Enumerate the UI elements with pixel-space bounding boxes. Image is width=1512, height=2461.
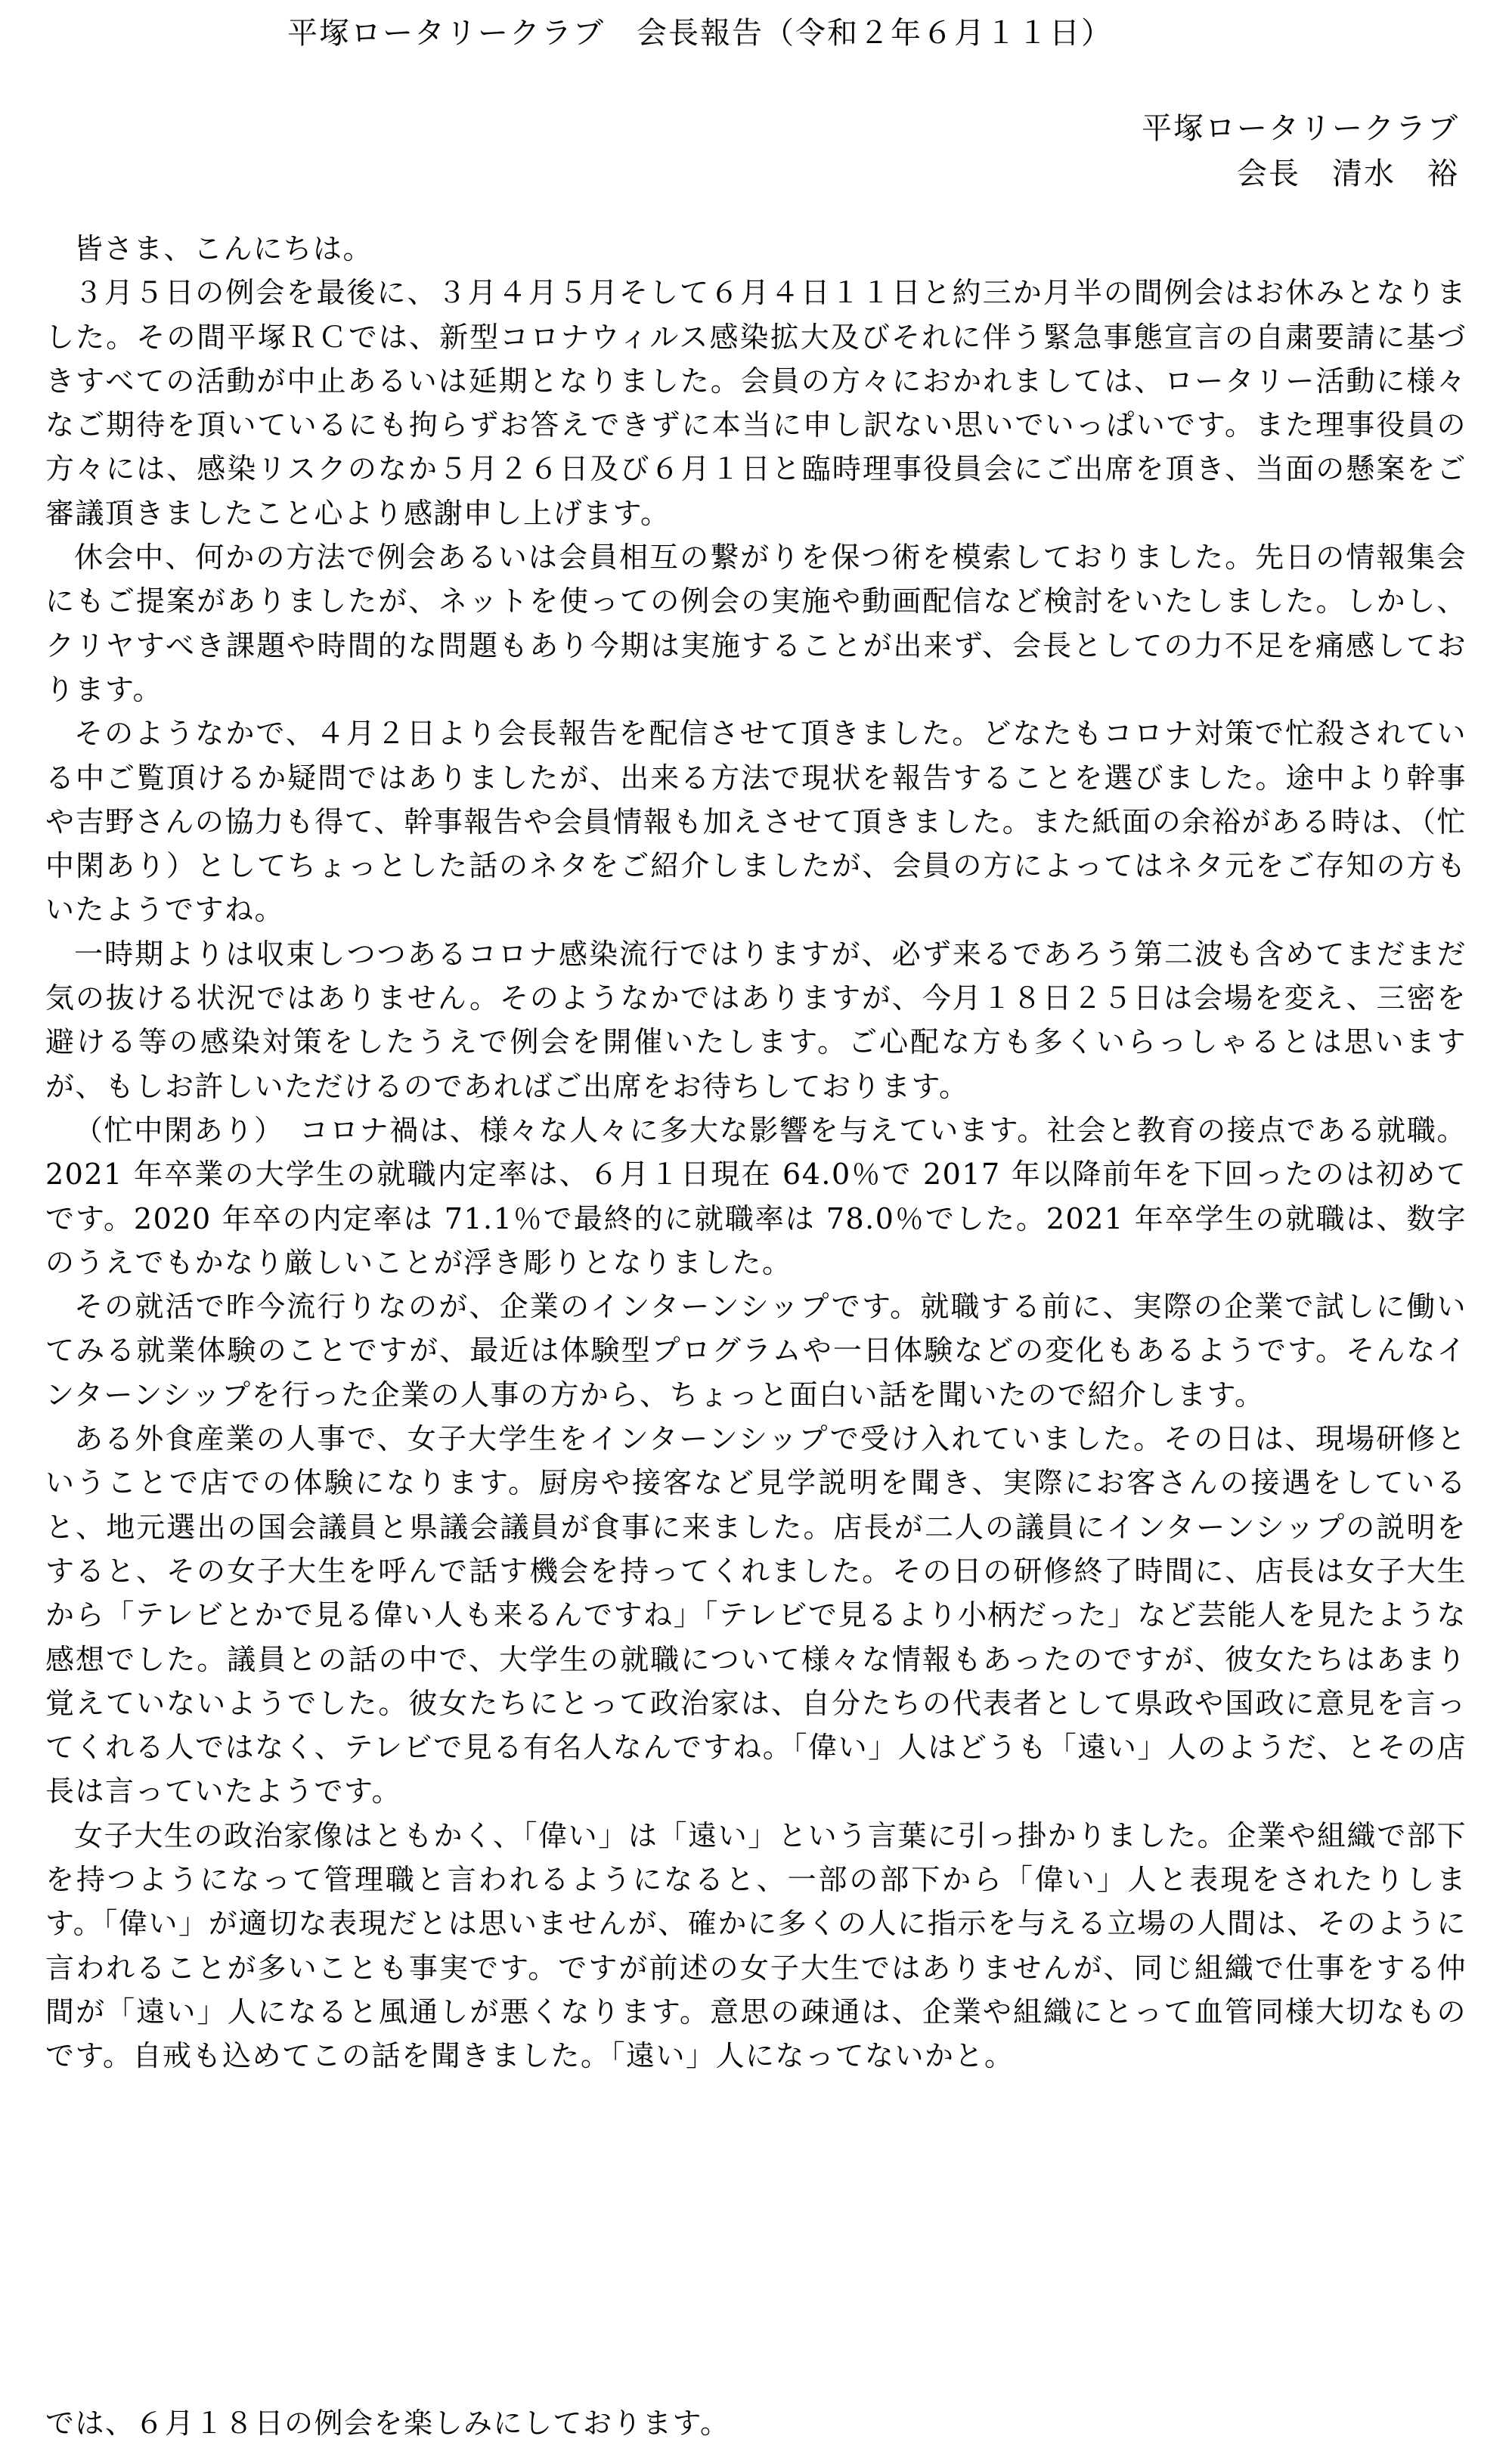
paragraph-employment: （忙中閑あり） コロナ禍は、様々な人々に多大な影響を与えています。社会と教育の接点である就職。2021 年卒業の大学生の就職内定率は、６月１日現在 64.0％で 2017 年以降前年を下回ったのは初めてです。2020 年卒の内定率は 71.1％で最終的に就職率は 78.0％でした。2021 年卒学生の就職は、数字のうえでもかなり厳しいことが浮き彫りとなりました。 <box>45 1113 1467 1279</box>
paragraph-reports: そのようなかで、４月２日より会長報告を配信させて頂きました。どなたもコロナ対策で忙殺されている中ご覧頂けるか疑問ではありましたが、出来る方法で現状を報告することを選びました。途中より幹事や吉野さんの協力も得て、幹事報告や会員情報も加えさせて頂きました。また紙面の余裕がある時は、（忙中閑あり）としてちょっとした話のネタをご紹介しましたが、会員の方によってはネタ元をご存知の方もいたようですね。 <box>45 717 1467 927</box>
document-title: 平塚ロータリークラブ 会長報告（令和２年６月１１日） <box>287 16 1113 51</box>
paragraph-suspension: ３月５日の例会を最後に、３月４月５月そして６月４日１１日と約三か月半の間例会はお休みとなりました。その間平塚ＲＣでは、新型コロナウィルス感染拡大及びそれに伴う緊急事態宣言の自粛要請に基づきすべての活動が中止あるいは延期となりました。会員の方々におかれましては、ロータリー活動に様々なご期待を頂いているにも拘らずお答えできずに本当に申し訳ない思いでいっぱいです。また理事役員の方々には、感染リスクのなか５月２６日及び６月１日と臨時理事役員会にご出席を頂き、当面の懸案をご審議頂きましたこと心より感謝申し上げます。 <box>45 276 1467 530</box>
paragraph-recess: 休会中、何かの方法で例会あるいは会員相互の繋がりを保つ術を模索しておりました。先日の情報集会にもご提案がありましたが、ネットを使っての例会の実施や動画配信など検討をいたしました。しかし、クリヤすべき課題や時間的な問題もあり今期は実施することが出来ず、会長としての力不足を痛感しております。 <box>45 541 1467 706</box>
paragraph-greeting: 皆さま、こんにちは。 <box>74 232 373 265</box>
report-body <box>45 227 1467 2078</box>
paragraph-reflection: 女子大生の政治家像はともかく、「偉い」は「遠い」という言葉に引っ掛かりました。企業や組織で部下を持つようになって管理職と言われるようになると、一部の部下から「偉い」人と表現をされたりします。「偉い」が適切な表現だとは思いませんが、確かに多くの人に指示を与える立場の人間は、そのように言われることが多いことも事実です。ですが前述の女子大生ではありませんが、同じ組織で仕事をする仲間が「遠い」人になると風通しが悪くなります。意思の疎通は、企業や組織にとって血管同様大切なものです。自戒も込めてこの話を聞きました。「遠い」人になってないかと。 <box>45 1818 1467 2073</box>
paragraph-resumption: 一時期よりは収束しつつあるコロナ感染流行ではりますが、必ず来るであろう第二波も含めてまだまだ気の抜ける状況ではありません。そのようなかではありますが、今月１８日２５日は会場を変え、三密を避ける等の感染対策をしたうえで例会を開催いたします。ご心配な方も多くいらっしゃるとは思いますが、もしお許しいただけるのであればご出席をお待ちしております。 <box>45 937 1467 1103</box>
sender-organization: 平塚ロータリークラブ <box>1142 111 1459 146</box>
paragraph-internship: その就活で昨今流行りなのが、企業のインターンシップです。就職する前に、実際の企業で試しに働いてみる就業体験のことですが、最近は体験型プログラムや一日体験などの変化もあるようです。そんなインターンシップを行った企業の人事の方から、ちょっと面白い話を聞いたので紹介します。 <box>45 1290 1467 1412</box>
sender-block <box>1142 106 1459 197</box>
closing-line: では、６月１８日の例会を楽しみにしております。 <box>45 2407 730 2440</box>
paragraph-story: ある外食産業の人事で、女子大学生をインターンシップで受け入れていました。その日は、現場研修ということで店での体験になります。厨房や接客など見学説明を聞き、実際にお客さんの接遇をしていると、地元選出の国会議員と県議会議員が食事に来ました。店長が二人の議員にインターンシップの説明をすると、その女子大生を呼んで話す機会を持ってくれました。その日の研修終了時間に、店長は女子大生から「テレビとかで見る偉い人も来るんですね」「テレビで見るより小柄だった」など芸能人を見たような感想でした。議員との話の中で、大学生の就職について様々な情報もあったのですが、彼女たちはあまり覚えていないようでした。彼女たちにとって政治家は、自分たちの代表者として県政や国政に意見を言ってくれる人ではなく、テレビで見る有名人なんですね。「偉い」人はどうも「遠い」人のようだ、とその店長は言っていたようです。 <box>45 1422 1467 1809</box>
sender-name: 会長 清水 裕 <box>1237 157 1459 191</box>
